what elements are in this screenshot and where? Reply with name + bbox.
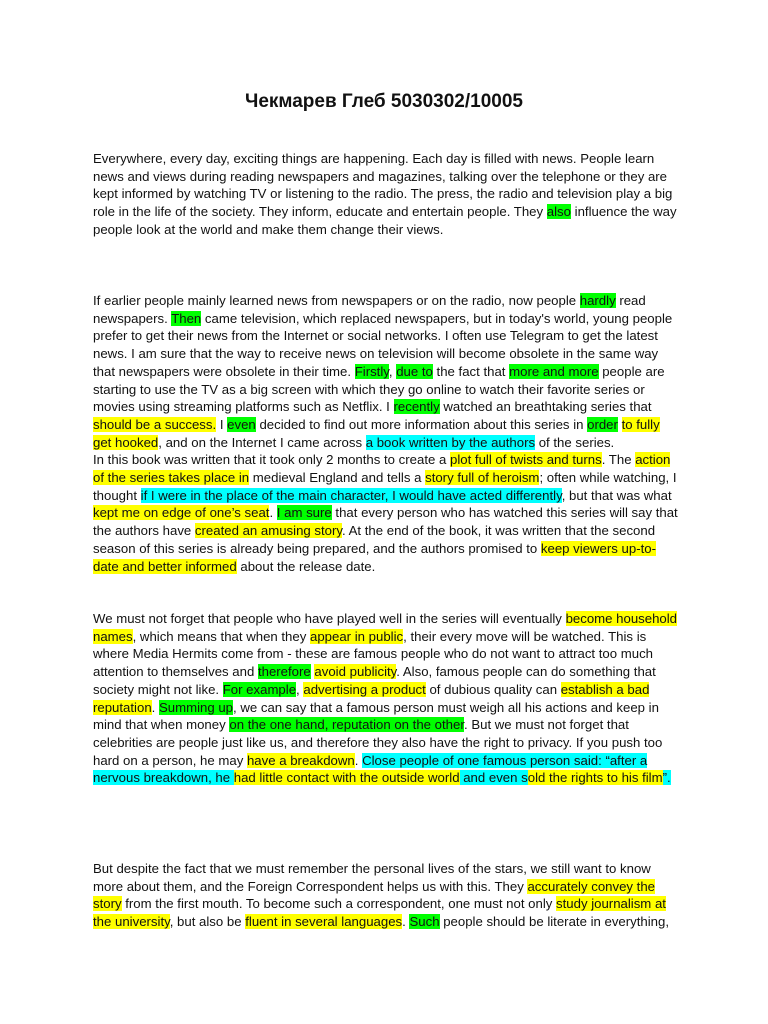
text-run: people are starting to use the TV as a big screen with which they go online to watch their favorite series or movies using streaming platforms such as Netflix. I <box>93 363 665 415</box>
text-run: watched an breathtaking series that <box>439 399 652 415</box>
highlighted-text: appear in public <box>310 628 404 644</box>
highlighted-text: Such <box>409 914 440 930</box>
text-run: , and on the Internet I came across <box>158 434 366 450</box>
highlighted-text: hardly <box>579 293 616 308</box>
text-run: . Also, famous people can do something that society might not like. <box>93 664 656 697</box>
highlighted-text: For example <box>222 681 297 697</box>
highlighted-text: due to <box>396 363 433 379</box>
text-run: . At the end of the book, it was written that the second season of this series is already being prepared, and the authors promised to <box>93 523 656 556</box>
text-run: , <box>388 363 397 379</box>
paragraph-foreign-correspondent <box>93 860 678 931</box>
highlighted-text: ”. <box>662 770 671 786</box>
highlighted-text: had little contact with the outside world <box>233 770 460 786</box>
highlighted-text: story full of heroism <box>425 470 540 486</box>
text-run: , which means that when they <box>132 628 310 644</box>
highlighted-text: action of the series takes place in <box>93 452 671 486</box>
paragraph-intro <box>93 150 678 239</box>
highlighted-text: advertising a product <box>303 681 426 697</box>
text-run: ; often while watching, I thought <box>93 470 677 503</box>
text-run: I <box>216 416 228 432</box>
text-run: medieval England and tells a <box>249 470 426 486</box>
highlighted-text: more and more <box>509 363 599 379</box>
text-run: . <box>402 914 410 930</box>
highlighted-text: Summing up <box>158 699 234 715</box>
highlighted-text: keep viewers up-to-date and better informed <box>93 540 656 574</box>
highlighted-text: a book written by the authors <box>365 434 536 450</box>
highlighted-text: Firstly <box>354 363 389 379</box>
highlighted-text: therefore <box>257 664 311 680</box>
highlighted-text: on the one hand, reputation on the other <box>229 717 464 733</box>
highlighted-text: recently <box>393 399 440 415</box>
text-run: from the first mouth. To become such a correspondent, one must not only <box>121 896 557 912</box>
text-run: . <box>354 752 363 768</box>
text-run: We must not forget that people who have played well in the series will eventually <box>93 611 566 626</box>
highlighted-text: establish a bad reputation <box>93 681 650 715</box>
text-run: . <box>151 699 159 715</box>
highlighted-text: I am sure <box>276 505 332 521</box>
text-run: But despite the fact that we must remember the personal lives of the stars, we still want to know more about them, and the Foreign Correspondent helps us with this. They <box>93 861 651 894</box>
highlighted-text: accurately convey the story <box>93 878 656 912</box>
highlighted-text: kept me on edge of one’s seat <box>93 505 270 521</box>
highlighted-text: avoid publicity <box>314 664 397 680</box>
text-run: the fact that <box>432 363 510 379</box>
text-run: that every person who has watched this series will say that the authors have <box>93 505 678 539</box>
highlighted-text: study journalism at the university <box>93 896 666 930</box>
text-run: In this book was written that it took only 2 months to create a <box>93 452 450 468</box>
highlighted-text: if I were in the place of the main character, I would have acted differently <box>140 487 562 503</box>
text-run: read newspapers. <box>93 293 646 326</box>
text-run: If earlier people mainly learned news from newspapers or on the radio, now people <box>93 293 580 308</box>
text-run: of the series. <box>535 434 615 450</box>
text-run: , we can say that a famous person must weigh all his actions and keep in mind that when money <box>93 699 659 733</box>
highlighted-text: become household names <box>93 611 678 644</box>
text-run: . <box>269 505 277 521</box>
paragraph-news-sources <box>93 292 678 575</box>
highlighted-text: Close people of one famous person said: “after a nervous breakdown, he <box>93 752 648 786</box>
text-run: , <box>296 681 304 697</box>
paragraph-celebrities <box>93 610 678 787</box>
highlighted-text: and even s <box>459 770 528 786</box>
highlighted-text: to fully get hooked <box>93 416 660 450</box>
document-title: Чекмарев Глеб 5030302/10005 <box>245 91 523 112</box>
text-run: about the release date. <box>236 558 376 574</box>
text-run: . The <box>601 452 636 468</box>
highlighted-text: should be a success. <box>93 416 217 432</box>
highlighted-text: also <box>546 204 571 220</box>
text-run: influence the way people look at the world and make them change their views. <box>93 204 677 237</box>
highlighted-text: plot full of twists and turns <box>449 452 602 468</box>
text-run: . But we must not forget that celebrities are people just like us, and therefore they also have the right to privacy. If you push too hard on a person, he may <box>93 717 663 768</box>
highlighted-text: have a breakdown <box>246 752 355 768</box>
highlighted-text: old the rights to his film <box>527 770 663 786</box>
text-run: of dubious quality can <box>425 681 561 697</box>
highlighted-text: created an amusing story <box>194 523 343 539</box>
highlighted-text: fluent in several languages <box>245 914 403 930</box>
text-run: , their every move will be watched. This is where Media Hermits come from - these are famous people who do not want to attract too much attention to themselves and <box>93 628 653 680</box>
text-run: , but also be <box>169 914 246 930</box>
highlighted-text: even <box>227 416 256 432</box>
highlighted-text: order <box>587 416 618 432</box>
text-run: Everywhere, every day, exciting things are happening. Each day is filled with news. People learn news and views during reading newspapers and magazines, talking over the telephone or they are kept informed by watching TV or listening to the radio. The press, the radio and television play a big role in the life of the society. They inform, educate and entertain people. They <box>93 151 673 220</box>
text-run: , but that was what <box>561 487 672 503</box>
highlighted-text: Then <box>171 310 202 326</box>
text-run: people should be literate in everything, <box>439 914 669 930</box>
text-run: came television, which replaced newspapers, but in today's world, young people prefer to get their news from the Internet or social networks. I often use Telegram to get the latest news. I am sure that the way to receive news on television will become obsolete in the same way that newspapers were obsolete in their time. <box>93 310 673 379</box>
text-run: decided to find out more information about this series in <box>255 416 588 432</box>
